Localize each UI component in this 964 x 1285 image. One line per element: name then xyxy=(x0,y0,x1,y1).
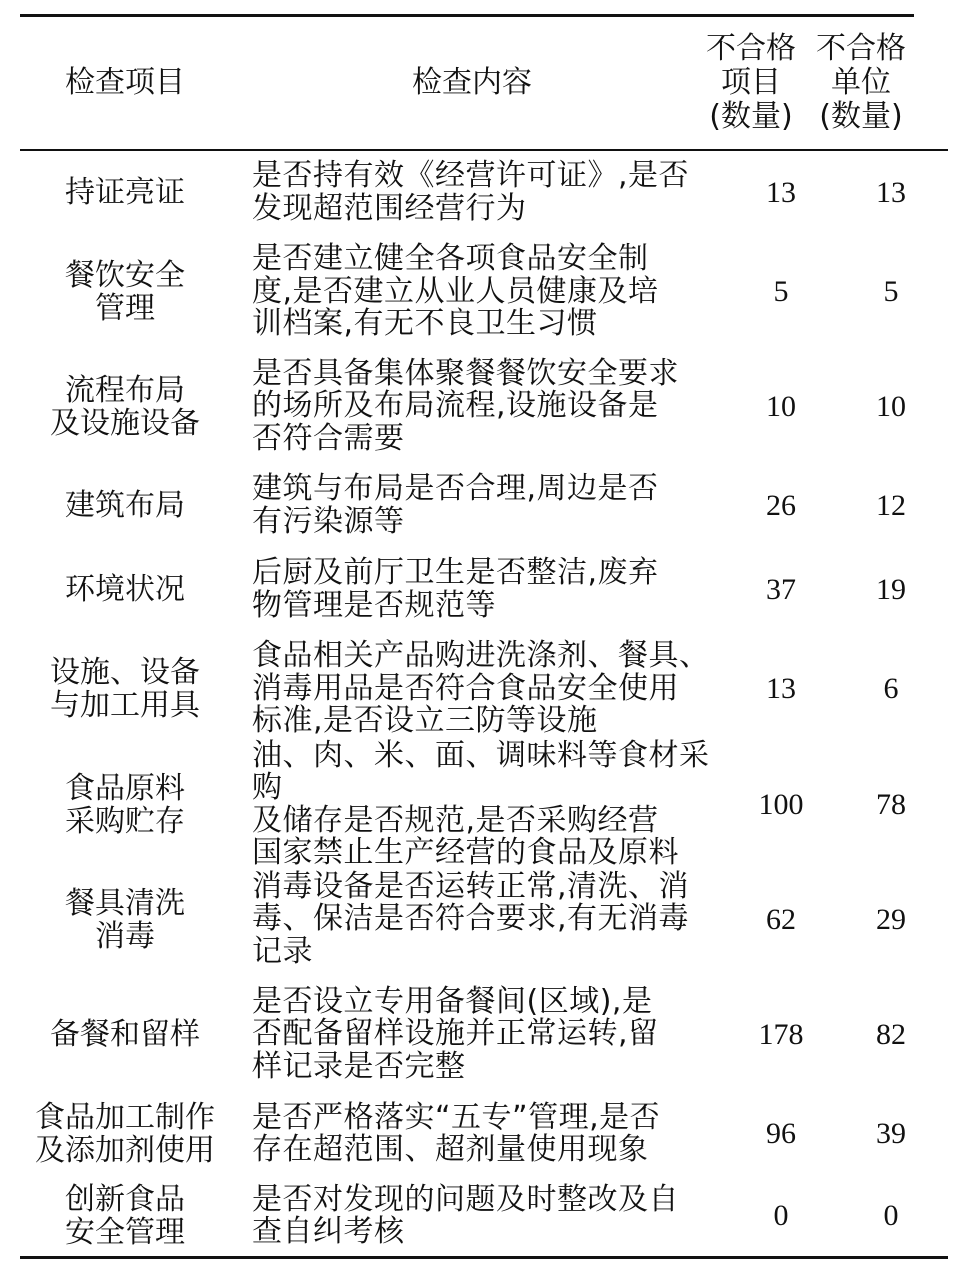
row-item: 建筑布局 xyxy=(65,488,185,523)
row-item: 餐饮安全 管理 xyxy=(65,258,185,326)
row-content: 是否设立专用备餐间(区域),是 否配备留样设施并正常运转,留 样记录是否完整 xyxy=(252,983,659,1084)
table-header xyxy=(20,17,948,149)
header-inspection-content xyxy=(248,17,696,149)
row-failed-units: 6 xyxy=(883,672,899,705)
row-failed-items: 13 xyxy=(766,175,796,209)
table-row xyxy=(20,350,948,463)
table-row xyxy=(20,234,948,350)
row-content: 建筑与布局是否合理,周边是否 有污染源等 xyxy=(252,471,659,539)
row-failed-items: 96 xyxy=(766,1117,796,1150)
row-failed-items: 13 xyxy=(766,672,796,705)
table-row xyxy=(20,737,948,870)
row-content: 是否建立健全各项食品安全制 度,是否建立从业人员健康及培 训档案,有无不良卫生习惯 xyxy=(252,241,659,342)
row-item: 创新食品 安全管理 xyxy=(65,1182,185,1250)
row-failed-units: 13 xyxy=(876,175,906,209)
row-failed-units: 0 xyxy=(883,1199,899,1232)
table-row xyxy=(20,548,948,631)
row-failed-units: 78 xyxy=(876,787,906,821)
header-inspection-content-label: 检查内容 xyxy=(412,65,532,100)
row-content: 是否严格落实“五专”管理,是否 存在超范围、超剂量使用现象 xyxy=(252,1099,661,1167)
table-row xyxy=(20,463,948,548)
header-failed-units xyxy=(806,17,916,149)
row-failed-units: 19 xyxy=(876,572,906,606)
row-failed-units: 39 xyxy=(876,1117,906,1150)
table-body xyxy=(20,151,948,1256)
row-content: 是否具备集体聚餐餐饮安全要求 的场所及布局流程,设施设备是 否符合需要 xyxy=(252,355,679,456)
header-inspection-item-label: 检查项目 xyxy=(65,65,185,100)
row-content: 是否对发现的问题及时整改及自 查自纠考核 xyxy=(252,1181,679,1249)
row-item: 食品原料 采购贮存 xyxy=(65,770,185,839)
table-row xyxy=(20,1092,948,1176)
header-failed-units-label: 不合格 单位 (数量) xyxy=(816,31,906,134)
header-inspection-item xyxy=(20,17,230,149)
row-failed-units: 29 xyxy=(876,902,906,936)
table-row xyxy=(20,977,948,1092)
row-item: 食品加工制作 及添加剂使用 xyxy=(35,1100,215,1168)
row-content: 油、肉、米、面、调味料等食材采购 及储存是否规范,是否采购经营 国家禁止生产经营的食品及原料 xyxy=(252,737,710,870)
row-item: 备餐和留样 xyxy=(50,1017,200,1052)
row-failed-items: 10 xyxy=(766,389,796,423)
row-item: 设施、设备 与加工用具 xyxy=(50,655,200,723)
row-content: 食品相关产品购进洗涤剂、餐具、 消毒用品是否符合食品安全使用 标准,是否设立三防等设施 xyxy=(252,638,710,739)
table-row xyxy=(20,862,948,977)
header-failed-items xyxy=(696,17,806,149)
row-failed-items: 0 xyxy=(773,1199,789,1232)
row-failed-items: 5 xyxy=(773,275,789,308)
table-bottom-rule xyxy=(20,1256,948,1259)
row-failed-items: 100 xyxy=(758,787,804,821)
row-content: 是否持有效《经营许可证》,是否 发现超范围经营行为 xyxy=(252,158,690,226)
row-failed-items: 62 xyxy=(766,902,796,936)
row-failed-units: 10 xyxy=(876,389,906,423)
row-failed-items: 37 xyxy=(766,572,796,606)
row-content: 后厨及前厅卫生是否整洁,废弃 物管理是否规范等 xyxy=(252,555,659,623)
row-content: 消毒设备是否运转正常,清洗、消 毒、保洁是否符合要求,有无消毒 记录 xyxy=(252,868,690,969)
row-failed-units: 82 xyxy=(876,1017,906,1051)
row-item: 餐具清洗 消毒 xyxy=(65,885,185,954)
row-item: 持证亮证 xyxy=(65,175,185,210)
table-row xyxy=(20,631,948,747)
row-failed-items: 178 xyxy=(758,1017,804,1051)
row-failed-units: 12 xyxy=(876,488,906,522)
table-row xyxy=(20,151,948,234)
table-row xyxy=(20,1176,948,1256)
row-item: 环境状况 xyxy=(65,572,185,607)
row-item: 流程布局 及设施设备 xyxy=(50,372,200,441)
header-failed-items-label: 不合格 项目 (数量) xyxy=(706,31,796,134)
row-failed-items: 26 xyxy=(766,488,796,522)
row-failed-units: 5 xyxy=(883,275,899,308)
